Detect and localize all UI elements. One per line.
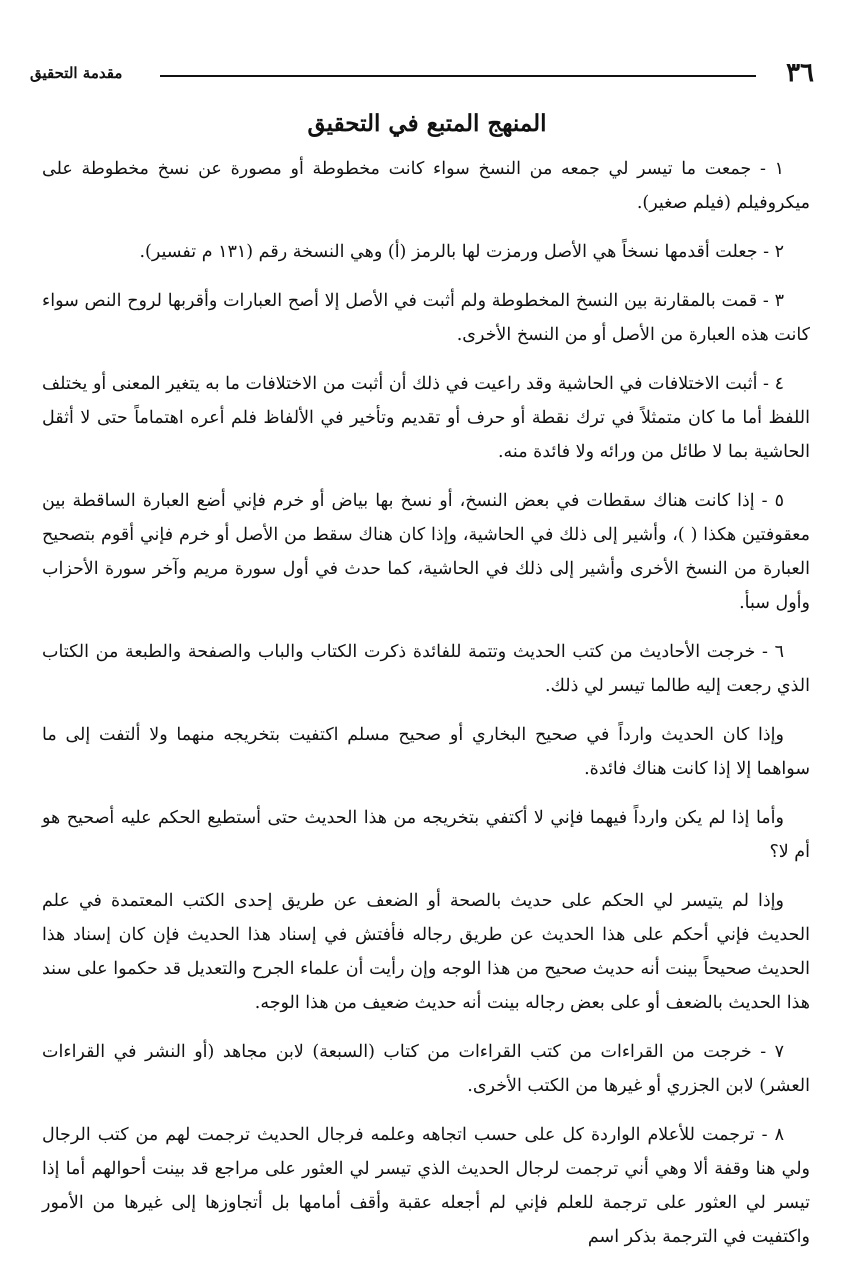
paragraph-2: ٢ - جعلت أقدمها نسخاً هي الأصل ورمزت لها بالرمز (أ) وهي النسخة رقم (١٣١ م تفسير). <box>139 242 784 262</box>
section-title: مقدمة التحقيق <box>30 64 123 82</box>
running-header <box>30 58 814 88</box>
paragraph-9: وإذا لم يتيسر لي الحكم على حديث بالصحة أو الضعف عن طريق إحدى الكتب المعتمدة في علم الحديث فإني أحكم على هذا الحديث عن طريق رجاله فأفتش في إسناد هذا الحديث فإن كان إسناد هذا الحديث صحيحاً بينت أنه حديث صحيح من هذا الوجه وإن رأيت أن علماء الجرح والتعديل قد حكموا على سند هذا الحديث بالضعف أو على بعض رجاله بينت أنه حديث ضعيف من هذا الوجه. <box>42 891 810 1013</box>
paragraph-7: وإذا كان الحديث وارداً في صحيح البخاري أو صحيح مسلم اكتفيت بتخريجه منهما ولا ألتفت إلى ما سواهما إلا إذا كانت هناك فائدة. <box>42 725 810 779</box>
page-title: المنهج المتبع في التحقيق <box>307 110 547 137</box>
page-number: ٣٦ <box>786 58 814 88</box>
paragraph-6: ٦ - خرجت الأحاديث من كتب الحديث وتتمة للفائدة ذكرت الكتاب والباب والصفحة والطبعة من الكتاب الذي رجعت إليه طالما تيسر لي ذلك. <box>42 642 810 696</box>
paragraph-11: ٨ - ترجمت للأعلام الواردة كل على حسب اتجاهه وعلمه فرجال الحديث ترجمت لهم من كتب الرجال ولي هنا وقفة ألا وهي أني ترجمت لرجال الحديث الذي تيسر لي العثور على مراجع قد بينت أحوالهم أما إذا تيسر لي العثور على ترجمة للعلم فإني لم أجعله عقبة وأقف أمامها بل أتجاوزها إلى غيرها من الأمور واكتفيت في الترجمة بذكر اسم <box>42 1125 810 1247</box>
body-text <box>42 152 810 1269</box>
paragraph-10: ٧ - خرجت من القراءات من كتب القراءات من كتاب (السبعة) لابن مجاهد (أو النشر في القراءات العشر) لابن الجزري أو غيرها من الكتب الأخرى. <box>42 1042 810 1096</box>
header-rule <box>160 75 756 77</box>
paragraph-5: ٥ - إذا كانت هناك سقطات في بعض النسخ، أو نسخ بها بياض أو خرم فإني أضع العبارة الساقطة بين معقوفتين هكذا ( )، وأشير إلى ذلك في الحاشية، وإذا كان هناك سقط من الأصل أو خرم فإني أقوم بتصحيح العبارة من النسخ الأخرى وأشير إلى ذلك في الحاشية، كما حدث في أول سورة مريم وآخر سورة الأحزاب وأول سبأ. <box>42 491 810 613</box>
paragraph-1: ١ - جمعت ما تيسر لي جمعه من النسخ سواء كانت مخطوطة أو مصورة عن نسخ مخطوطة على ميكروفيلم (فيلم صغير). <box>42 159 810 213</box>
paragraph-3: ٣ - قمت بالمقارنة بين النسخ المخطوطة ولم أثبت في الأصل إلا أصح العبارات وأقربها لروح النص سواء كانت هذه العبارة من الأصل أو من النسخ الأخرى. <box>42 291 810 345</box>
paragraph-8: وأما إذا لم يكن وارداً فيهما فإني لا أكتفي بتخريجه من هذا الحديث حتى أستطيع الحكم عليه أصحيح هو أم لا؟ <box>42 808 810 862</box>
paragraph-4: ٤ - أثبت الاختلافات في الحاشية وقد راعيت في ذلك أن أثبت من الاختلافات ما به يتغير المعنى أو يختلف اللفظ أما ما كان متمثلاً في ترك نقطة أو حرف أو تقديم وتأخير في الألفاظ فلم أعره اهتماماً حتى لا أثقل الحاشية بما لا طائل من ورائه ولا فائدة منه. <box>42 374 810 462</box>
